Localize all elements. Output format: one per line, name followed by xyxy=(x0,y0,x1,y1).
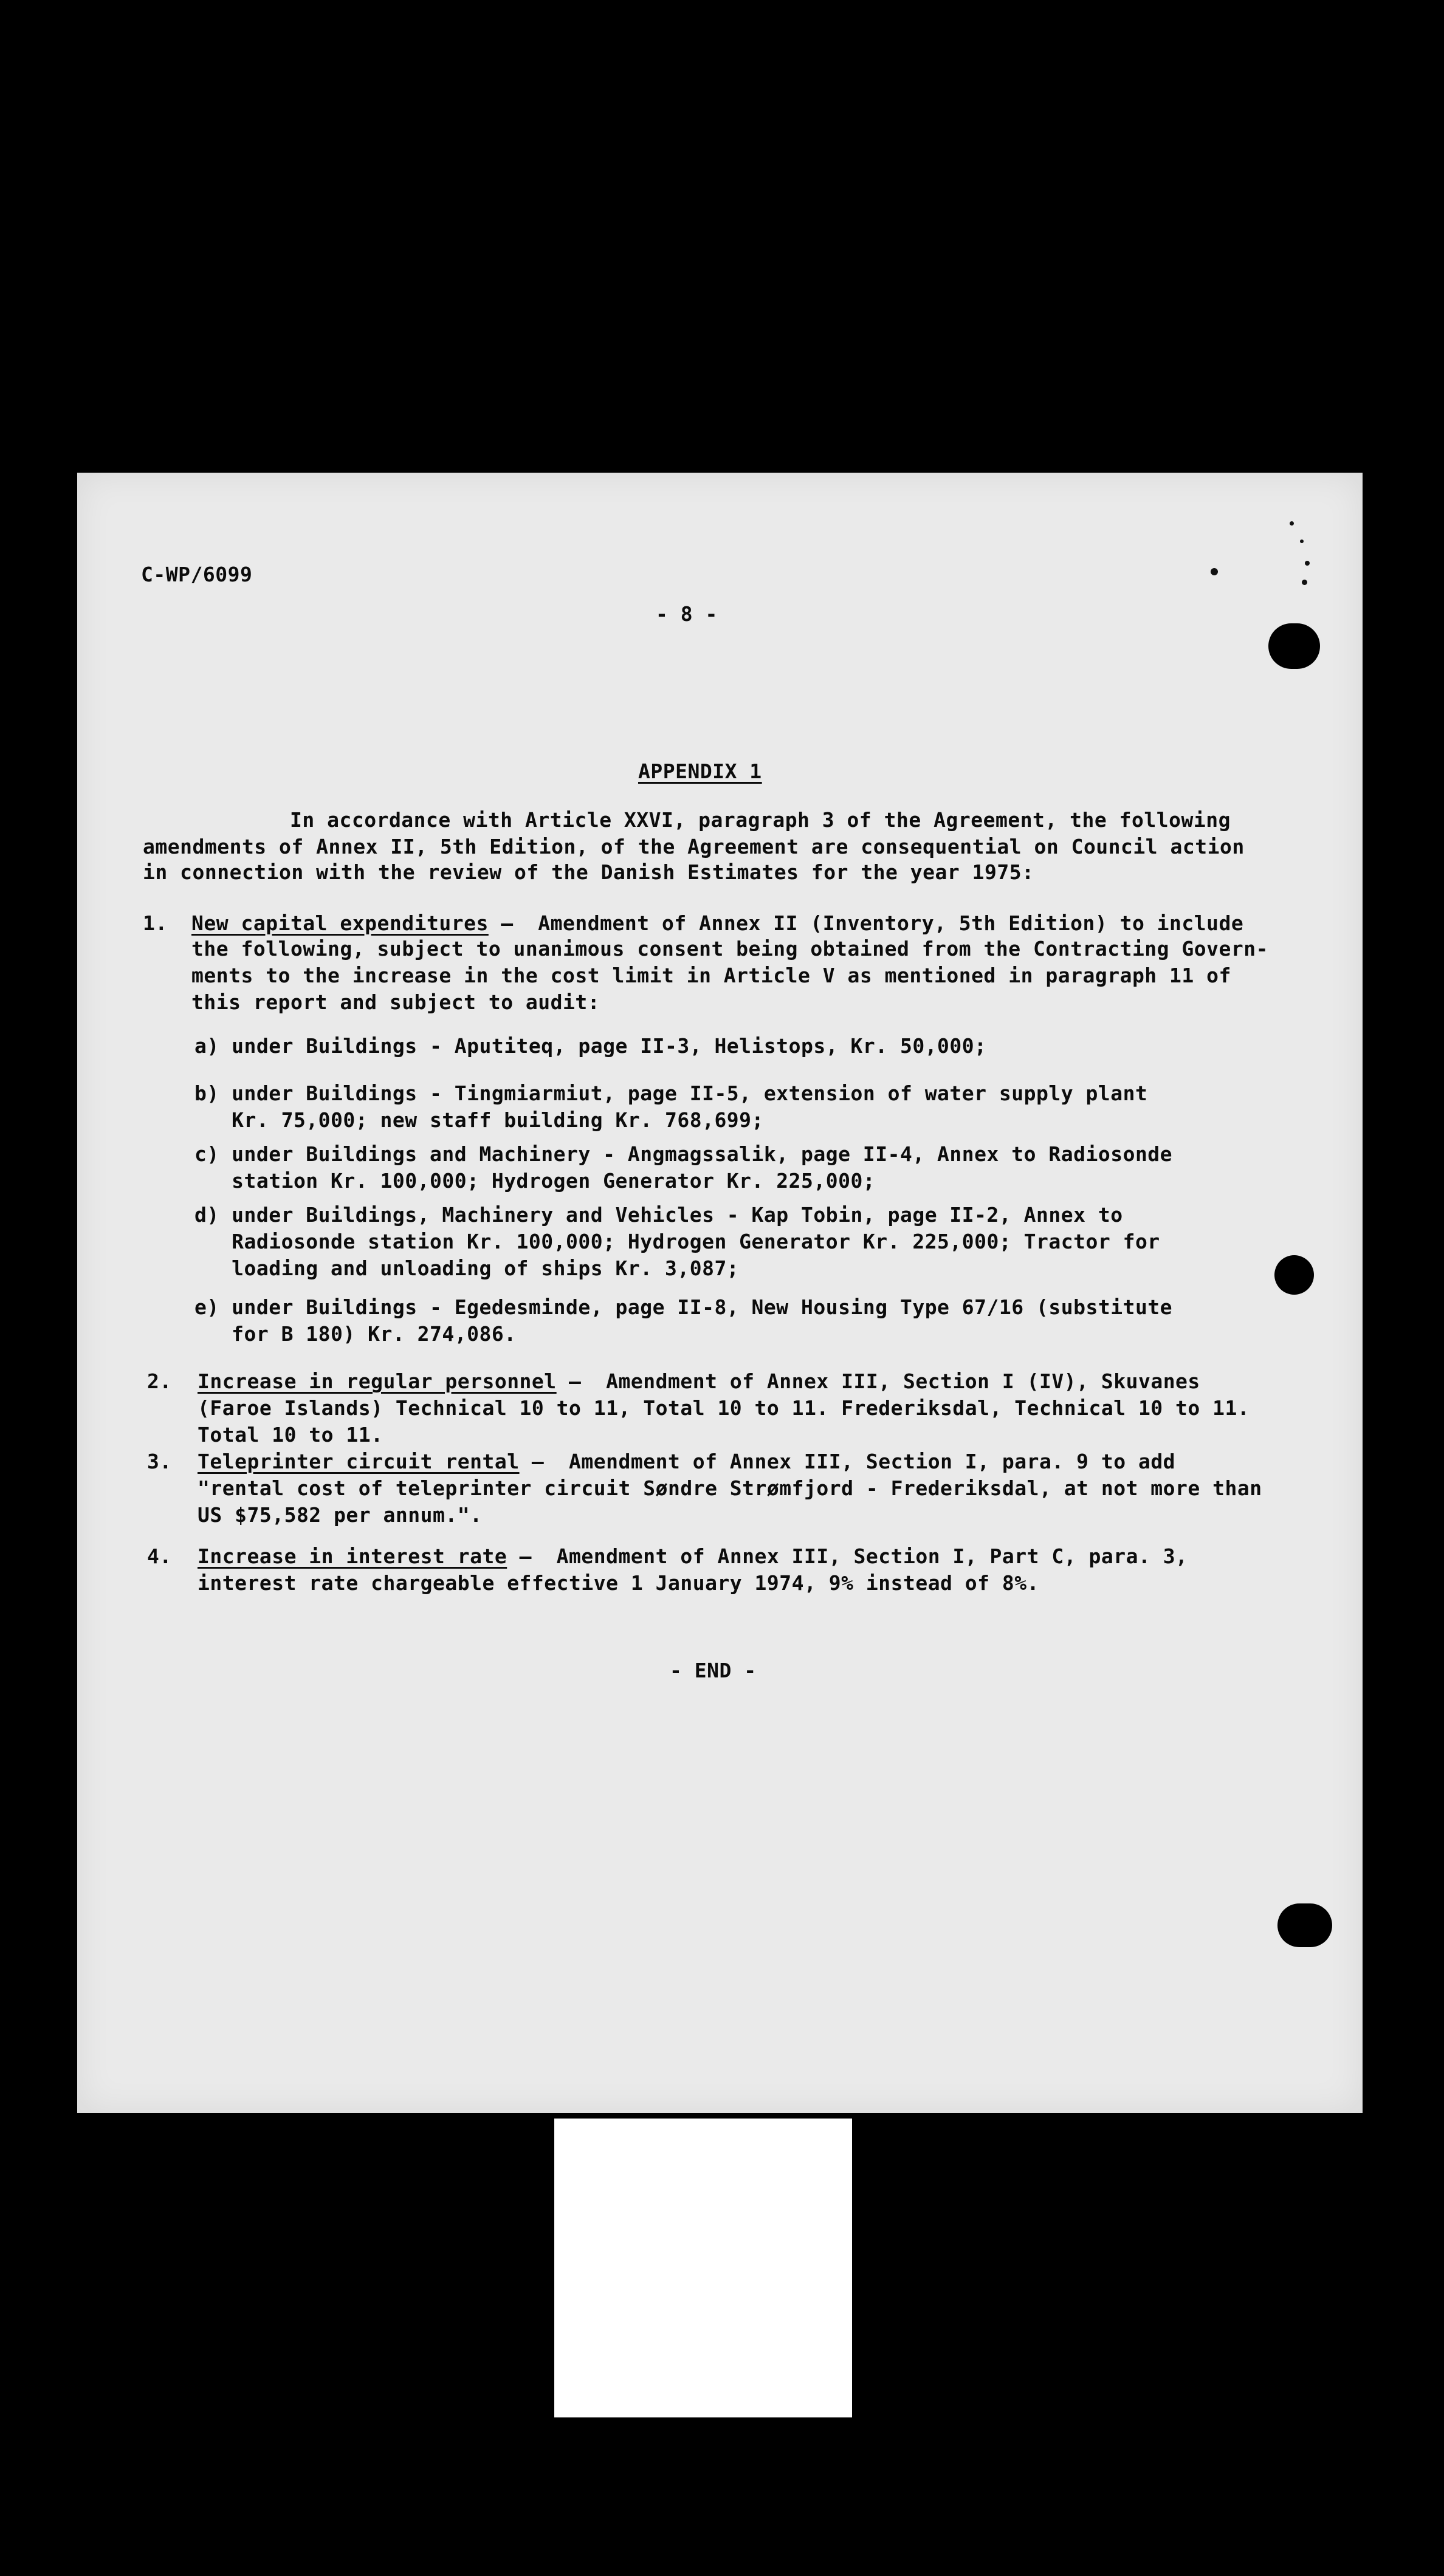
appendix-title: APPENDIX 1 xyxy=(638,759,762,783)
item-heading: Teleprinter circuit rental xyxy=(198,1450,520,1473)
item-number: 1. xyxy=(143,911,168,935)
scan-speck xyxy=(1302,580,1307,585)
subitem-a: a) under Buildings - Aputiteq, page II-3, Helistops, Kr. 50,000; xyxy=(194,1034,987,1058)
subitem-d: d) under Buildings, Machinery and Vehicles - Kap Tobin, page II-2, Annex to xyxy=(194,1203,1123,1227)
subitem-c: c) under Buildings and Machinery - Angmagssalik, page II-4, Annex to Radiosonde xyxy=(194,1142,1173,1166)
item-2-line: (Faroe Islands) Technical 10 to 11, Total 10 to 11. Frederiksdal, Technical 10 to 11. xyxy=(198,1396,1250,1420)
item-4-line: interest rate chargeable effective 1 January 1974, 9% instead of 8%. xyxy=(198,1571,1040,1595)
item-number: 2. xyxy=(147,1369,172,1393)
doc-reference: C-WP/6099 xyxy=(141,563,253,586)
item-3-first-line xyxy=(198,1448,1175,1475)
item-heading: Increase in interest rate xyxy=(198,1544,507,1568)
page-number: - 8 - xyxy=(656,602,718,626)
punch-hole-middle xyxy=(1274,1255,1314,1295)
scan-speck xyxy=(1290,521,1294,526)
intro-line-2: amendments of Annex II, 5th Edition, of the Agreement are consequential on Council action xyxy=(143,835,1245,858)
item-1-line: this report and subject to audit: xyxy=(191,990,600,1014)
scan-speck xyxy=(1300,540,1304,543)
subitem-d-cont: Radiosonde station Kr. 100,000; Hydrogen Generator Kr. 225,000; Tractor for xyxy=(194,1230,1160,1253)
item-1-first-line xyxy=(191,910,1243,937)
item-1-line: ments to the increase in the cost limit in Article V as mentioned in paragraph 11 of xyxy=(191,964,1231,987)
item-text: — Amendment of Annex III, Section I, para. 9 to add xyxy=(519,1450,1176,1473)
item-number: 3. xyxy=(147,1450,172,1473)
intro-line-1: In accordance with Article XXVI, paragraph 3 of the Agreement, the following xyxy=(290,808,1231,832)
item-heading: New capital expenditures xyxy=(191,911,489,935)
scan-speck xyxy=(1305,561,1310,566)
scan-speck xyxy=(1211,568,1218,575)
item-3-line: "rental cost of teleprinter circuit Søndre Strømfjord - Frederiksdal, at not more than xyxy=(198,1476,1262,1500)
item-text: — Amendment of Annex III, Section I, Part C, para. 3, xyxy=(507,1544,1188,1568)
item-2-first-line xyxy=(198,1368,1200,1395)
subitem-e-cont: for B 180) Kr. 274,086. xyxy=(194,1322,517,1346)
item-1-line: the following, subject to unanimous consent being obtained from the Contracting Govern- xyxy=(191,937,1268,961)
item-3-line: US $75,582 per annum.". xyxy=(198,1503,483,1527)
end-mark: - END - xyxy=(670,1659,757,1682)
subitem-b: b) under Buildings - Tingmiarmiut, page II-5, extension of water supply plant xyxy=(194,1081,1148,1105)
subitem-e: e) under Buildings - Egedesminde, page II-8, New Housing Type 67/16 (substitute xyxy=(194,1295,1173,1319)
subitem-c-cont: station Kr. 100,000; Hydrogen Generator Kr. 225,000; xyxy=(194,1169,876,1193)
item-text: — Amendment of Annex II (Inventory, 5th Edition) to include xyxy=(488,911,1244,935)
punch-hole-top xyxy=(1268,623,1320,669)
item-heading: Increase in regular personnel xyxy=(198,1369,557,1393)
punch-hole-bottom xyxy=(1277,1903,1332,1947)
subitem-d-cont: loading and unloading of ships Kr. 3,087; xyxy=(194,1256,740,1280)
blank-card xyxy=(554,2119,852,2417)
item-text: — Amendment of Annex III, Section I (IV), Skuvanes xyxy=(556,1369,1200,1393)
item-4-first-line xyxy=(198,1543,1188,1570)
subitem-b-cont: Kr. 75,000; new staff building Kr. 768,699; xyxy=(194,1108,764,1132)
intro-line-3: in connection with the review of the Danish Estimates for the year 1975: xyxy=(143,860,1034,884)
document-page xyxy=(77,473,1363,2113)
item-2-line: Total 10 to 11. xyxy=(198,1423,383,1447)
item-number: 4. xyxy=(147,1544,172,1568)
